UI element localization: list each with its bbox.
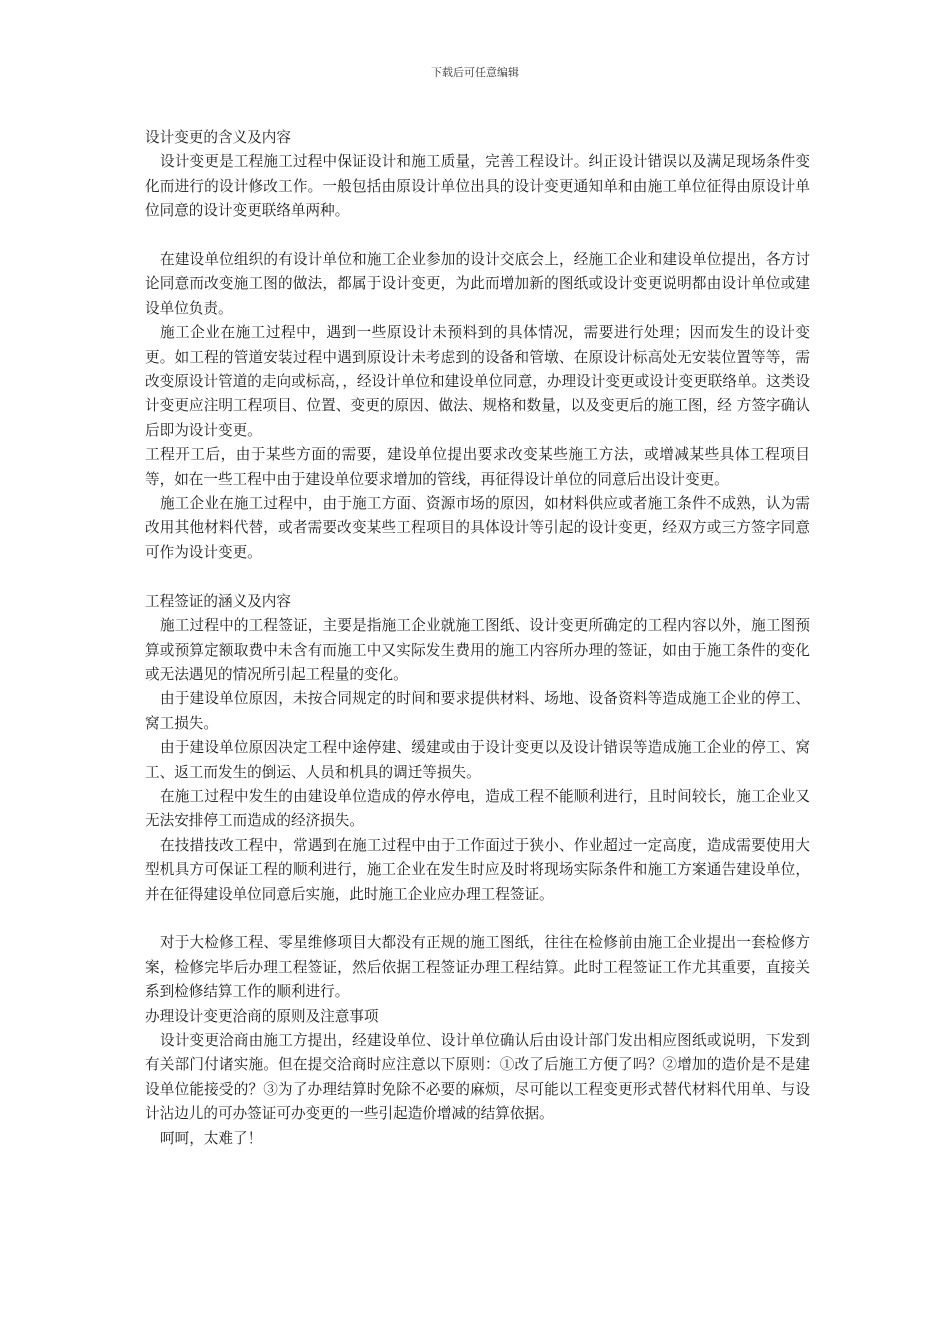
section-3-title: 办理设计变更洽商的原则及注意事项 — [145, 1007, 379, 1025]
section-3-paragraph: 设计变更洽商由施工方提出，经建设单位、设计单位确认后由设计部门发出相应图纸或说明，下发到有关部门付诸实施。但在提交洽商时应注意以下原则：①改了后施工方便了吗？②增加的造价是不是建设单位能接受的？③为了办理结算时免除不必要的麻烦，尽可能以工程变更形式替代材料代用单、与设计沾边儿的可办签证可办变更的一些引起造价增减的结算依据。 — [145, 1031, 810, 1123]
section-1-paragraph: 施工企业在施工过程中，由于施工方面、资源市场的原因，如材料供应或者施工条件不成熟，认为需改用其他材料代替，或者需要改变某些工程项目的具体设计等引起的设计变更，经双方或三方签字同意可作为设计变更。 — [145, 495, 810, 561]
document-body — [145, 126, 810, 1151]
section-2-paragraph: 对于大检修工程、零星维修项目大都没有正规的施工图纸，往往在检修前由施工企业提出一套检修方案，检修完毕后办理工程签证，然后依据工程签证办理工程结算。此时工程签证工作尤其重要，直接关系到检修结算工作的顺利进行。 — [145, 934, 810, 1001]
section-2-paragraph: 施工过程中的工程签证，主要是指施工企业就施工图纸、设计变更所确定的工程内容以外，施工图预算或预算定额取费中未含有而施工中又实际发生费用的施工内容所办理的签证，如由于施工条件的变化或无法遇见的情况所引起工程量的变化。 — [145, 617, 810, 683]
section-1-paragraph: 施工企业在施工过程中，遇到一些原设计未预料到的具体情况，需要进行处理；因而发生的设计变更。如工程的管道安装过程中遇到原设计未考虑到的设备和管墩、在原设计标高处无安装位置等等，需改变原设计管道的走向或标高，，经设计单位和建设单位同意，办理设计变更或设计变更联络单。这类设计变更应注明工程项目、位置、变更的原因、做法、规格和数量，以及变更后的施工图，经 方签字确认后即为设计变更。 — [145, 324, 810, 439]
blank-line — [145, 224, 810, 248]
section-3-paragraph: 呵呵，太难了！ — [160, 1129, 263, 1147]
section-2-paragraph: 由于建设单位原因，未按合同规定的时间和要求提供材料、场地、设备资料等造成施工企业的停工、窝工损失。 — [145, 690, 810, 732]
section-1-paragraph: 设计变更是工程施工过程中保证设计和施工质量，完善工程设计。纠正设计错误以及满足现场条件变化而进行的设计修改工作。一般包括由原设计单位出具的设计变更通知单和由施工单位征得由原设计单位同意的设计变更联络单两种。 — [145, 153, 810, 220]
section-2-paragraph: 在技措技改工程中，常遇到在施工过程中由于工作面过于狭小、作业超过一定高度，造成需要使用大型机具方可保证工程的顺利进行，施工企业在发生时应及时将现场实际条件和施工方案通告建设单位，并在征得建设单位同意后实施，此时施工企业应办理工程签证。 — [145, 836, 810, 903]
section-1-paragraph: 在建设单位组织的有设计单位和施工企业参加的设计交底会上，经施工企业和建设单位提出，各方讨论同意而改变施工图的做法，都属于设计变更，为此而增加新的图纸或设计变更说明都由设计单位或建设单位负责。 — [145, 251, 810, 317]
blank-line — [145, 907, 810, 931]
section-1-paragraph: 工程开工后，由于某些方面的需要，建设单位提出要求改变某些施工方法，或增减某些具体工程项目等，如在一些工程中由于建设单位要求增加的管线，再征得设计单位的同意后出设计变更。 — [145, 446, 810, 488]
section-2-title: 工程签证的涵义及内容 — [145, 592, 291, 610]
section-2-paragraph: 在施工过程中发生的由建设单位造成的停水停电，造成工程不能顺利进行，且时间较长，施工企业又无法安排停工而造成的经济损失。 — [145, 787, 810, 830]
section-2-paragraph: 由于建设单位原因决定工程中途停建、缓建或由于设计变更以及设计错误等造成施工企业的停工、窝工、返工而发生的倒运、人员和机具的调迁等损失。 — [145, 739, 810, 781]
section-1-title: 设计变更的含义及内容 — [145, 129, 291, 146]
blank-line — [145, 565, 810, 589]
page-header: 下载后可任意编辑 — [431, 66, 519, 79]
